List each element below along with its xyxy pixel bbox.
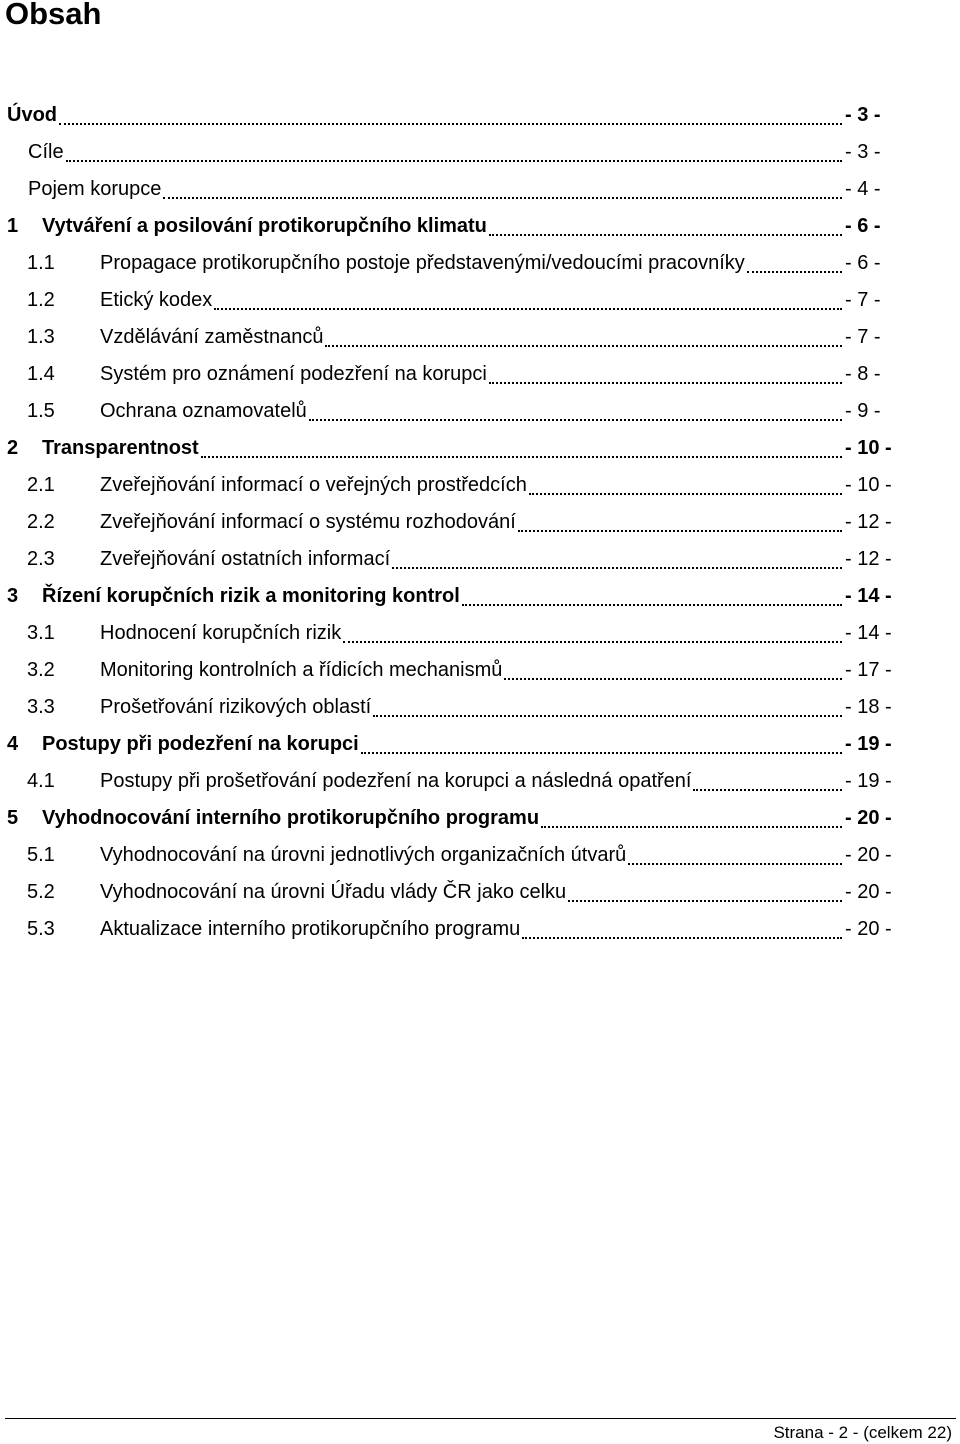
toc-chapter-entry[interactable] <box>0 97 960 134</box>
toc-dot-leader <box>392 567 842 569</box>
toc-chapter-entry[interactable] <box>0 800 960 837</box>
toc-chapter-entry[interactable] <box>0 208 960 245</box>
toc-entry-number: 5 <box>7 807 19 829</box>
toc-entry-number: 1.1 <box>27 252 55 274</box>
toc-dot-leader <box>747 271 842 273</box>
toc-dot-leader <box>489 382 842 384</box>
toc-section-entry[interactable] <box>0 319 960 356</box>
toc-dot-leader <box>325 345 842 347</box>
toc-entry-number: 2.2 <box>27 511 55 533</box>
toc-entry-page-number: - 20 - <box>845 918 892 940</box>
toc-section-entry[interactable] <box>0 356 960 393</box>
toc-entry-page-number: - 6 - <box>845 252 881 274</box>
toc-entry-title: Úvod <box>7 104 57 126</box>
toc-dot-leader <box>309 419 842 421</box>
toc-entry-title: Propagace protikorupčního postoje představenými/vedoucími pracovníky <box>100 252 745 274</box>
toc-dot-leader <box>66 160 842 162</box>
toc-entry-title: Etický kodex <box>100 289 213 311</box>
toc-section-entry[interactable] <box>0 171 960 208</box>
toc-entry-title: Cíle <box>28 141 64 163</box>
toc-entry-page-number: - 17 - <box>845 659 892 681</box>
toc-entry-number: 1 <box>7 215 19 237</box>
toc-entry-title: Zveřejňování ostatních informací <box>100 548 391 570</box>
toc-entry-number: 5.3 <box>27 918 55 940</box>
toc-entry-page-number: - 19 - <box>845 770 892 792</box>
toc-entry-number: 3 <box>7 585 19 607</box>
page-title: Obsah <box>5 0 102 31</box>
toc-dot-leader <box>163 197 842 199</box>
toc-entry-number: 3.3 <box>27 696 55 718</box>
toc-chapter-entry[interactable] <box>0 578 960 615</box>
toc-entry-title: Vyhodnocování na úrovni jednotlivých organizačních útvarů <box>100 844 627 866</box>
toc-entry-title: Postupy při prošetřování podezření na korupci a následná opatření <box>100 770 692 792</box>
toc-entry-page-number: - 20 - <box>845 881 892 903</box>
toc-section-entry[interactable] <box>0 652 960 689</box>
toc-entry-number: 1.4 <box>27 363 55 385</box>
page-footer: Strana - 2 - (celkem 22) <box>773 1423 952 1442</box>
toc-dot-leader <box>214 308 842 310</box>
toc-section-entry[interactable] <box>0 504 960 541</box>
toc-entry-title: Vytváření a posilování protikorupčního klimatu <box>42 215 487 237</box>
toc-section-entry[interactable] <box>0 393 960 430</box>
toc-entry-page-number: - 20 - <box>845 807 892 829</box>
toc-entry-title: Postupy při podezření na korupci <box>42 733 359 755</box>
toc-dot-leader <box>462 604 842 606</box>
toc-entry-title: Transparentnost <box>42 437 199 459</box>
toc-entry-page-number: - 10 - <box>845 437 892 459</box>
toc-dot-leader <box>59 123 842 125</box>
toc-section-entry[interactable] <box>0 837 960 874</box>
toc-entry-title: Aktualizace interního protikorupčního programu <box>100 918 521 940</box>
toc-entry-page-number: - 4 - <box>845 178 881 200</box>
toc-entry-number: 1.3 <box>27 326 55 348</box>
toc-section-entry[interactable] <box>0 874 960 911</box>
footer-divider <box>5 1418 956 1419</box>
toc-entry-title: Pojem korupce <box>28 178 162 200</box>
toc-dot-leader <box>541 826 842 828</box>
toc-section-entry[interactable] <box>0 615 960 652</box>
toc-section-entry[interactable] <box>0 541 960 578</box>
toc-entry-title: Zveřejňování informací o systému rozhodování <box>100 511 516 533</box>
toc-section-entry[interactable] <box>0 763 960 800</box>
toc-entry-page-number: - 12 - <box>845 511 892 533</box>
toc-entry-title: Vyhodnocování interního protikorupčního programu <box>42 807 540 829</box>
toc-entry-page-number: - 10 - <box>845 474 892 496</box>
toc-section-entry[interactable] <box>0 134 960 171</box>
toc-entry-number: 3.1 <box>27 622 55 644</box>
toc-dot-leader <box>201 456 842 458</box>
toc-entry-title: Prošetřování rizikových oblastí <box>100 696 372 718</box>
toc-section-entry[interactable] <box>0 245 960 282</box>
toc-dot-leader <box>529 493 842 495</box>
toc-dot-leader <box>504 678 842 680</box>
toc-entry-title: Řízení korupčních rizik a monitoring kontrol <box>42 585 460 607</box>
toc-section-entry[interactable] <box>0 911 960 948</box>
toc-entry-title: Ochrana oznamovatelů <box>100 400 307 422</box>
toc-entry-title: Vzdělávání zaměstnanců <box>100 326 324 348</box>
toc-entry-page-number: - 7 - <box>845 326 881 348</box>
toc-entry-page-number: - 14 - <box>845 585 892 607</box>
toc-dot-leader <box>361 752 842 754</box>
toc-chapter-entry[interactable] <box>0 726 960 763</box>
toc-chapter-entry[interactable] <box>0 430 960 467</box>
toc-dot-leader <box>489 234 842 236</box>
toc-entry-page-number: - 18 - <box>845 696 892 718</box>
toc-entry-number: 2.1 <box>27 474 55 496</box>
toc-section-entry[interactable] <box>0 282 960 319</box>
toc-entry-number: 1.5 <box>27 400 55 422</box>
toc-entry-page-number: - 3 - <box>845 104 881 126</box>
toc-entry-title: Systém pro oznámení podezření na korupci <box>100 363 487 385</box>
toc-entry-page-number: - 7 - <box>845 289 881 311</box>
toc-entry-page-number: - 12 - <box>845 548 892 570</box>
toc-entry-page-number: - 19 - <box>845 733 892 755</box>
toc-entry-number: 2 <box>7 437 19 459</box>
toc-section-entry[interactable] <box>0 689 960 726</box>
toc-entry-page-number: - 6 - <box>845 215 881 237</box>
toc-entry-number: 2.3 <box>27 548 55 570</box>
toc-entry-number: 3.2 <box>27 659 55 681</box>
toc-dot-leader <box>518 530 842 532</box>
toc-section-entry[interactable] <box>0 467 960 504</box>
toc-entry-title: Monitoring kontrolních a řídicích mechanismů <box>100 659 503 681</box>
toc-dot-leader <box>343 641 842 643</box>
toc-entry-title: Vyhodnocování na úrovni Úřadu vlády ČR jako celku <box>100 881 567 903</box>
toc-dot-leader <box>693 789 842 791</box>
toc-entry-page-number: - 20 - <box>845 844 892 866</box>
toc-entry-page-number: - 14 - <box>845 622 892 644</box>
toc-entry-number: 5.1 <box>27 844 55 866</box>
toc-entry-title: Hodnocení korupčních rizik <box>100 622 342 644</box>
toc-entry-page-number: - 8 - <box>845 363 881 385</box>
toc-dot-leader <box>568 900 842 902</box>
toc-entry-number: 4 <box>7 733 19 755</box>
toc-entry-page-number: - 3 - <box>845 141 881 163</box>
toc-entry-number: 1.2 <box>27 289 55 311</box>
toc-dot-leader <box>522 937 842 939</box>
toc-entry-number: 5.2 <box>27 881 55 903</box>
toc-entry-title: Zveřejňování informací o veřejných prostředcích <box>100 474 527 496</box>
toc-dot-leader <box>373 715 842 717</box>
toc-dot-leader <box>628 863 842 865</box>
toc-entry-number: 4.1 <box>27 770 55 792</box>
toc-entry-page-number: - 9 - <box>845 400 881 422</box>
